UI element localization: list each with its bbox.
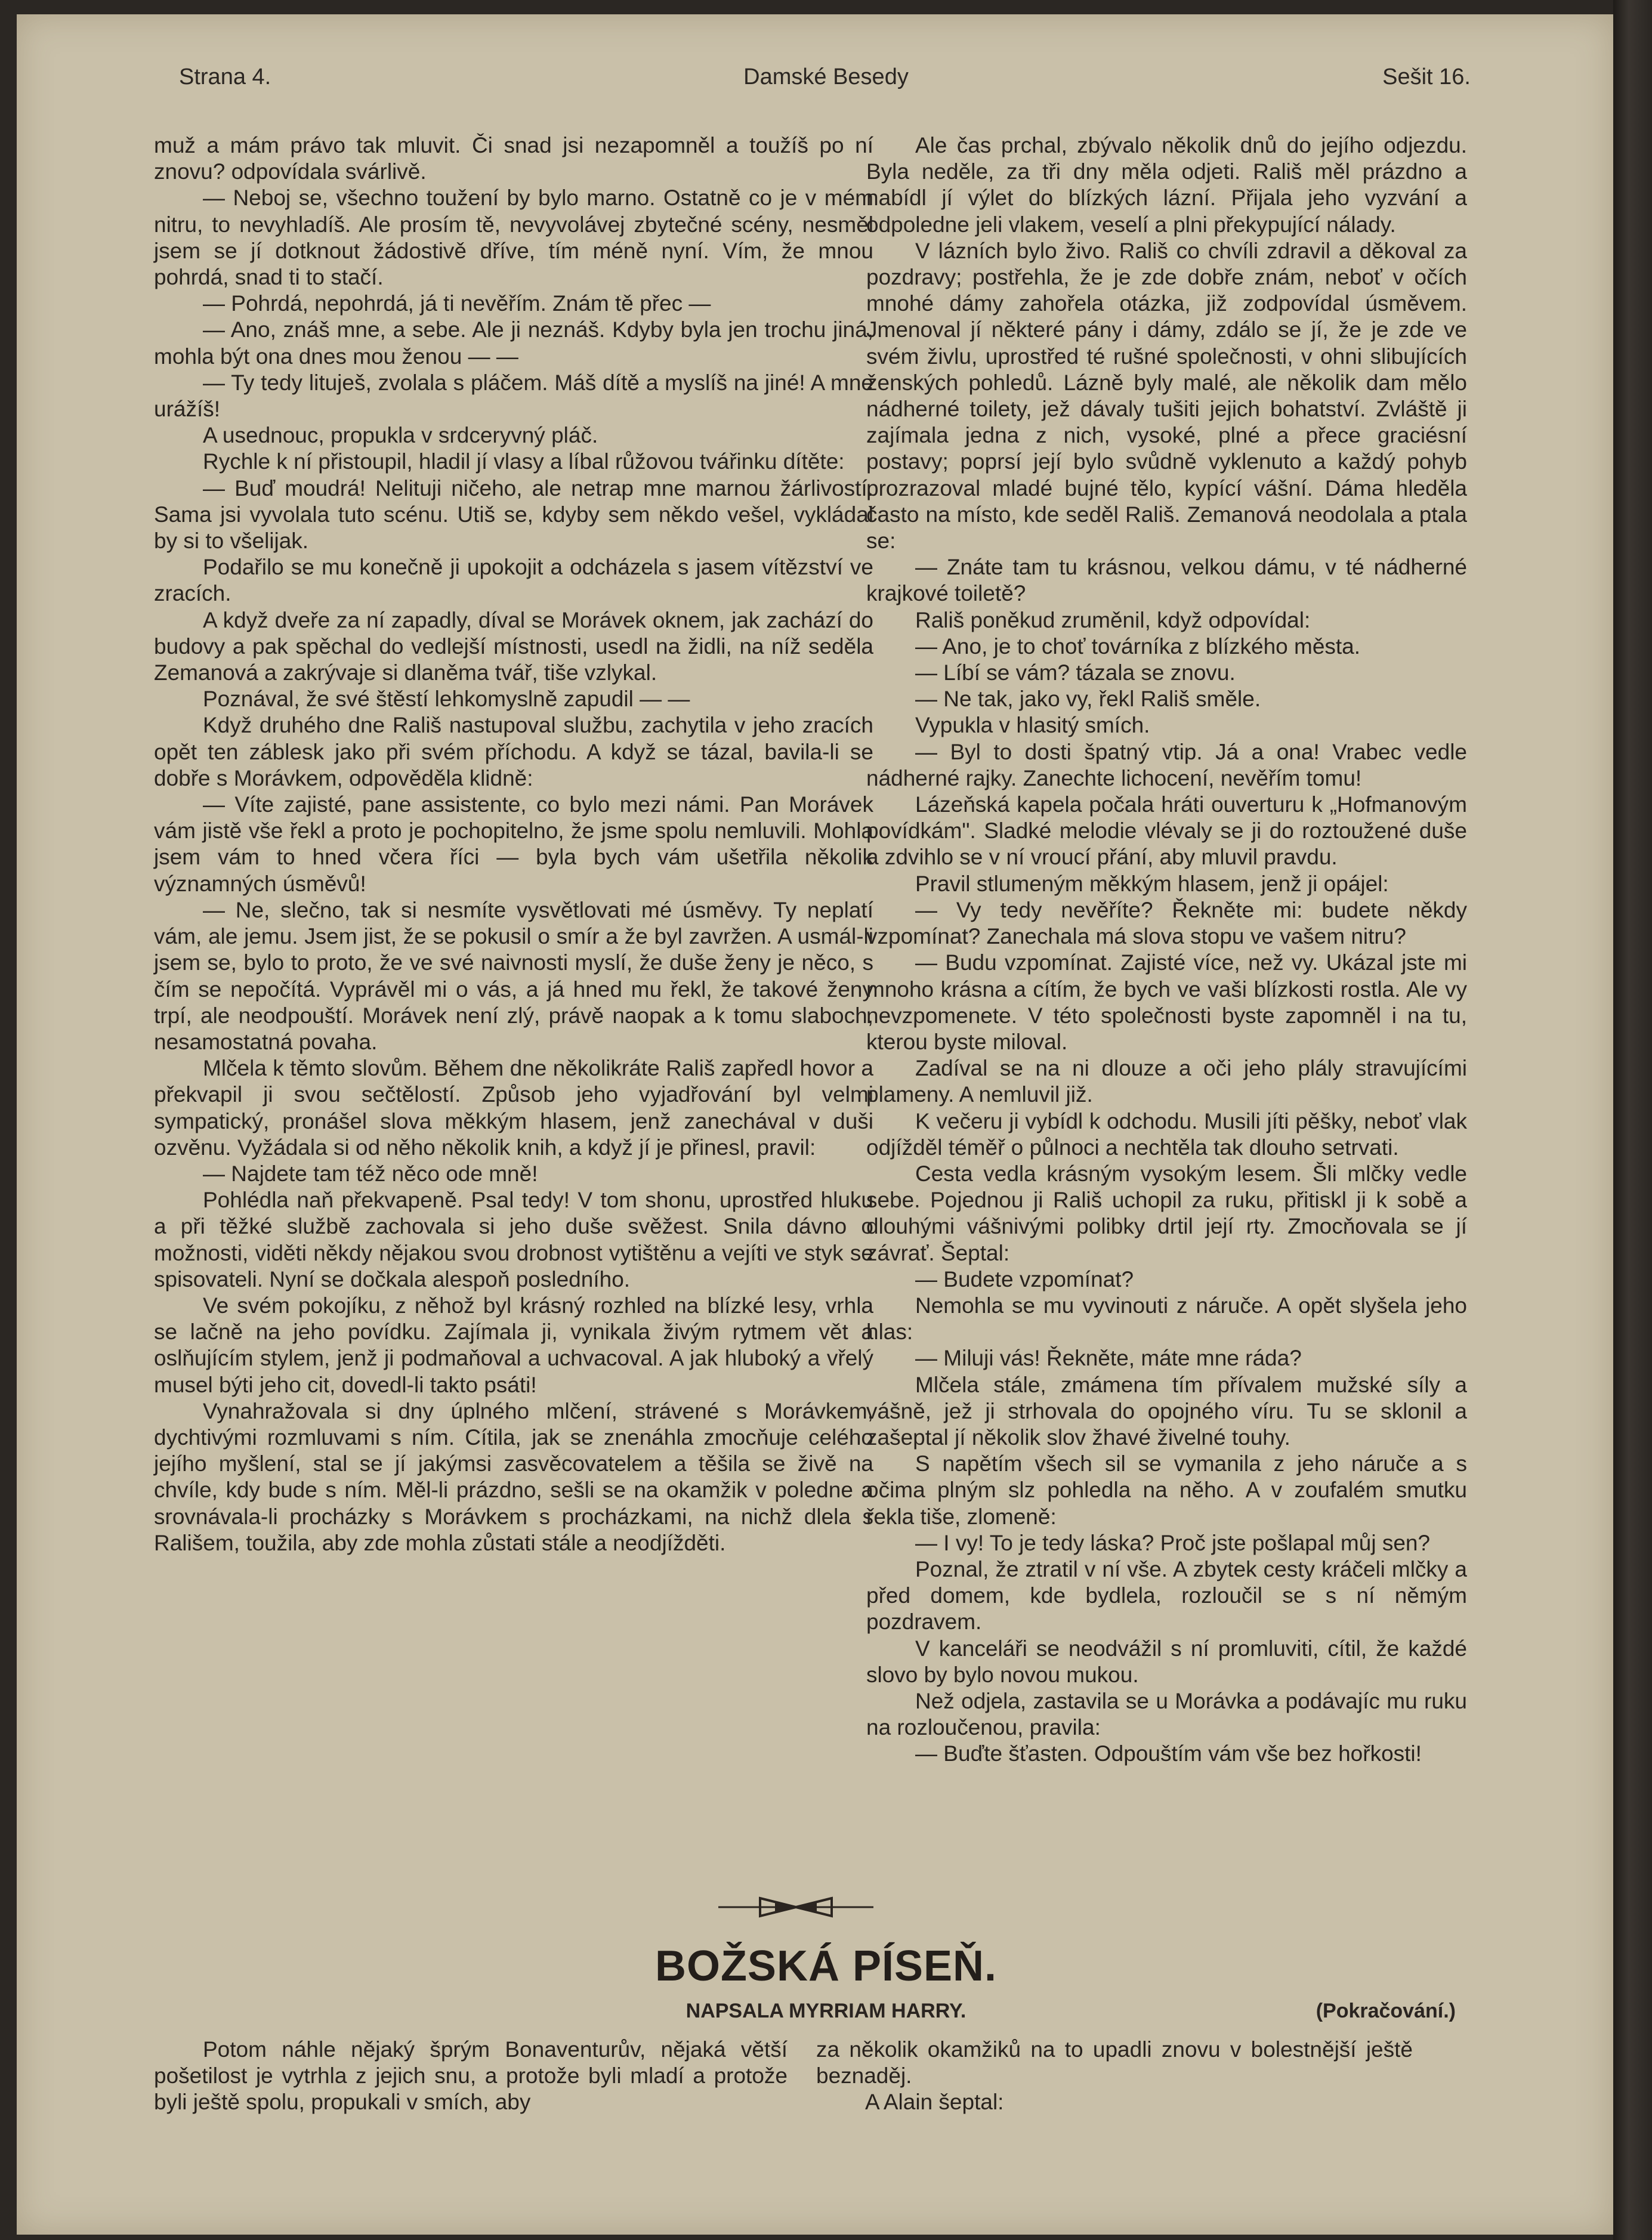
- paragraph: Poznával, že své štěstí lehkomyslně zapudil — —: [203, 687, 690, 712]
- paragraph: S napětím všech sil se vymanila z jeho náruče a s očima plným slz pohledla na něho. A v zoufalém smutku řekla tiše, zlomeně:: [866, 1451, 1467, 1529]
- paragraph: — Ano, znáš mne, a sebe. Ale ji neznáš. Kdyby byla jen trochu jiná, mohla být ona dnes mou ženou — —: [154, 317, 873, 369]
- paragraph: Mlčela k těmto slovům. Během dne několikráte Rališ zapředl hovor a překvapil ji svou sečtělostí. Způsob jeho vyjadřování byl velmi sympatický, pronášel slova měkkým hlasem, jenž zanechával v duši ozvěnu. Vyžádala si od něho několik knih, a když jí je přinesl, pravil:: [154, 1056, 873, 1160]
- paragraph: Vypukla v hlasitý smích.: [915, 713, 1150, 738]
- paragraph: — Vy tedy nevěříte? Řekněte mi: budete někdy vzpomínat? Zanechala má slova stopu ve vašem nitru?: [866, 897, 1467, 949]
- paragraph: — Byl to dosti špatný vtip. Já a ona! Vrabec vedle nádherné rajky. Zanechte lichocení, nevěřím tomu!: [866, 739, 1467, 790]
- magazine-title: Damské Besedy: [743, 64, 909, 89]
- page-number: Strana 4.: [179, 64, 271, 89]
- story-right-column: [816, 2037, 1413, 2116]
- paragraph: — Znáte tam tu krásnou, velkou dámu, v té nádherné krajkové toiletě?: [866, 555, 1467, 606]
- paragraph: A Alain šeptal:: [865, 2090, 1004, 2115]
- paragraph: — Miluji vás! Řekněte, máte mne ráda?: [915, 1346, 1302, 1371]
- paragraph: Rychle k ní přistoupil, hladil jí vlasy a líbal růžovou tvářinku dítěte:: [203, 449, 845, 474]
- left-column: [154, 132, 873, 1556]
- paragraph: Lázeňská kapela počala hráti ouverturu k „Hofmanovým povídkám". Sladké melodie vlévaly se ji do roztoužené duše a zdvihlo se v ní vroucí přání, aby mluvil pravdu.: [866, 792, 1467, 870]
- paragraph: — Ty tedy lituješ, zvolala s pláčem. Máš dítě a myslíš na jiné! A mne urážíš!: [154, 370, 873, 422]
- paragraph: Když druhého dne Rališ nastupoval službu, zachytila v jeho zracích opět ten záblesk jako při svém příchodu. A když se tázal, bavila-li se dobře s Morávkem, odpověděla klidně:: [154, 713, 873, 790]
- story-title: BOŽSKÁ PÍSEŇ.: [654, 1942, 998, 1990]
- paragraph: — Líbí se vám? tázala se znovu.: [915, 660, 1236, 685]
- paragraph: Ve svém pokojíku, z něhož byl krásný rozhled na blízké lesy, vrhla se lačně na jeho povídku. Zajímala ji, vynikala živým rytmem vět a oslňujícím stylem, jenž ji podmaňoval a uchvacoval. A jak hluboký a vřelý musel býti jeho cit, dovedl-li takto psáti!: [154, 1293, 873, 1397]
- paragraph: Vynahražovala si dny úplného mlčení, strávené s Morávkem, dychtivými rozmluvami s ním. Cítila, jak se znenáhla zmocňuje celého jejího myšlení, stal se jí jakýmsi zasvěcovatelem a těšila se živě na chvíle, kdy bude s ním. Měl-li prázdno, sešli se na okamžik v poledne a srovnávala-li procházky s Morávkem s procházkami, na nichž dlela s Rališem, toužila, aby zde mohla zůstati stále a neodjížděti.: [154, 1398, 873, 1555]
- paragraph: K večeru ji vybídl k odchodu. Musili jíti pěšky, neboť vlak odjížděl téměř o půlnoci a nechtěla tak dlouho setrvati.: [866, 1108, 1467, 1160]
- continued-note: (Pokračování.): [1316, 2000, 1456, 2022]
- paragraph: — Budu vzpomínat. Zajisté více, než vy. Ukázal jste mi mnoho krásna a cítím, že bych ve vaši blízkosti rostla. Ale vy nevzpomenete. V této společnosti byste zapomněl i na tu, kterou byste miloval.: [866, 950, 1467, 1054]
- paragraph: — Neboj se, všechno toužení by bylo marno. Ostatně co je v mém nitru, to nevyhladíš. Ale prosím tě, nevyvolávej zbytečné scény, nesměl jsem se jí dotknout žádostivě dříve, tím méně nyní. Vím, že mnou pohrdá, snad ti to stačí.: [154, 186, 873, 290]
- paragraph: — Ne, slečno, tak si nesmíte vysvětlovati mé úsměvy. Ty neplatí vám, ale jemu. Jsem jist, že se pokusil o smír a že byl zavržen. A usmál-li jsem se, bylo to proto, že ve své naivnosti myslí, že duše ženy je něco, s čím se nepočítá. Vyprávěl mi o vás, a já hned mu řekl, že takové ženy trpí, ale neodpouští. Morávek není zlý, právě naopak a k tomu slaboch, nesamostatná povaha.: [154, 897, 873, 1054]
- paragraph: A usednouc, propukla v srdceryvný pláč.: [203, 423, 598, 448]
- paragraph: — Pohrdá, nepohrdá, já ti nevěřím. Znám tě přec —: [203, 291, 711, 316]
- paragraph: A když dveře za ní zapadly, díval se Morávek oknem, jak zachází do budovy a pak spěchal do vedlejší místnosti, usedl na židli, na níž seděla Zemanová a zakrývaje si dlaněma tvář, tiše vzlykal.: [154, 607, 873, 685]
- paragraph: — Ne tak, jako vy, řekl Rališ směle.: [915, 687, 1261, 712]
- paragraph: — Buďte šťasten. Odpouštím vám vše bez hořkosti!: [915, 1741, 1422, 1766]
- story-left-column: [154, 2037, 788, 2116]
- paragraph: za několik okamžiků na to upadli znovu v bolestnější ještě beznaděj.: [816, 2037, 1413, 2088]
- paragraph: Než odjela, zastavila se u Morávka a podávajíc mu ruku na rozloučenou, pravila:: [866, 1688, 1467, 1740]
- paragraph: Pravil stlumeným měkkým hlasem, jenž ji opájel:: [915, 871, 1389, 896]
- paragraph: Ale čas prchal, zbývalo několik dnů do jejího odjezdu. Byla neděle, za tři dny měla odjeti. Rališ měl prázdno a nabídl jí výlet do blízkých lázní. Přijala jeho vyzvání a odpoledne jeli vlakem, veselí a plni překypující nálady.: [866, 133, 1467, 237]
- paragraph: — Najdete tam též něco ode mně!: [203, 1161, 538, 1186]
- paragraph: Potom náhle nějaký šprým Bonaventurův, nějaká větší pošetilost je vytrhla z jejich snu, a protože byli mladí a protože byli ještě spolu, propukali v smích, aby: [154, 2037, 788, 2115]
- paragraph: Cesta vedla krásným vysokým lesem. Šli mlčky vedle sebe. Pojednou ji Rališ uchopil za ruku, přitiskl ji k sobě a dlouhými vášnivými polibky drtil její rty. Zmocňovala se jí závrať. Šeptal:: [866, 1161, 1467, 1265]
- paragraph: Mlčela stále, zmámena tím přívalem mužské síly a vášně, jež ji strhovala do opojného víru. Tu se sklonil a zašeptal jí několik slov žhavé živelné touhy.: [866, 1372, 1467, 1450]
- paragraph: muž a mám právo tak mluvit. Či snad jsi nezapomněl a toužíš po ní znovu? odpovídala svárlivě.: [154, 133, 873, 184]
- paragraph: — Budete vzpomínat?: [915, 1266, 1134, 1292]
- binding-edge: [1613, 0, 1652, 2240]
- paragraph: — Ano, je to choť továrníka z blízkého města.: [915, 634, 1361, 659]
- paragraph: V kanceláři se neodvážil s ní promluviti, cítil, že každé slovo by bylo novou mukou.: [866, 1636, 1467, 1687]
- paragraph: Zadíval se na ni dlouze a oči jeho plály stravujícími plameny. A nemluvil již.: [866, 1056, 1467, 1107]
- paragraph: Poznal, že ztratil v ní vše. A zbytek cesty kráčeli mlčky a před domem, kde bydlela, rozloučil se s ní němým pozdravem.: [866, 1556, 1467, 1635]
- section-divider-ornament: [718, 1893, 873, 1921]
- paragraph: — I vy! To je tedy láska? Proč jste pošlapal můj sen?: [915, 1530, 1431, 1555]
- paragraph: Pohlédla naň překvapeně. Psal tedy! V tom shonu, uprostřed hluku a při těžké službě zachovala si jeho duše svěžest. Snila dávno o možnosti, viděti někdy nějakou svou drobnost vytištěnu a vejíti ve styk se spisovateli. Nyní se dočkala alespoň posledního.: [154, 1188, 873, 1292]
- paragraph: — Víte zajisté, pane assistente, co bylo mezi námi. Pan Morávek vám jistě vše řekl a proto je pochopitelno, že jsme spolu nemluvili. Mohla jsem vám to hned včera říci — byla bych vám ušetřila několik významných úsměvů!: [154, 792, 873, 896]
- paragraph: V lázních bylo živo. Rališ co chvíli zdravil a děkoval za pozdravy; postřehla, že je zde dobře znám, neboť v očích mnohé dámy zahořela otázka, již zodpovídal úsměvem. Jmenoval jí některé pány i dámy, zdálo se jí, že je zde ve svém živlu, uprostřed té rušné společnosti, v ohni slibujících ženských pohledů. Lázně byly malé, ale několik dam mělo nádherné toilety, jež dávaly tušiti jejich bohatství. Zvláště ji zajímala jedna z nich, vysoké, plné a přece graciésní postavy; poprsí její bylo svůdně vyklenuto a každý pohyb prozrazoval mladé bujné tělo, kypící vášní. Dáma hleděla často na místo, kde seděl Rališ. Zemanová neodolala a ptala se:: [866, 238, 1467, 554]
- issue-number: Sešit 16.: [1382, 64, 1471, 89]
- paragraph: Nemohla se mu vyvinouti z náruče. A opět slyšela jeho hlas:: [866, 1293, 1467, 1345]
- paragraph: — Buď moudrá! Nelituji ničeho, ale netrap mne marnou žárlivostí. Sama jsi vyvolala tuto scénu. Utiš se, kdyby sem někdo vešel, vykládal by si to všelijak.: [154, 475, 873, 554]
- story-author: NAPSALA MYRRIAM HARRY.: [685, 2000, 967, 2022]
- paragraph: Podařilo se mu konečně ji upokojit a odcházela s jasem vítězství ve zracích.: [154, 555, 873, 606]
- paragraph: Rališ poněkud zruměnil, když odpovídal:: [915, 607, 1311, 632]
- right-column: [866, 132, 1467, 1768]
